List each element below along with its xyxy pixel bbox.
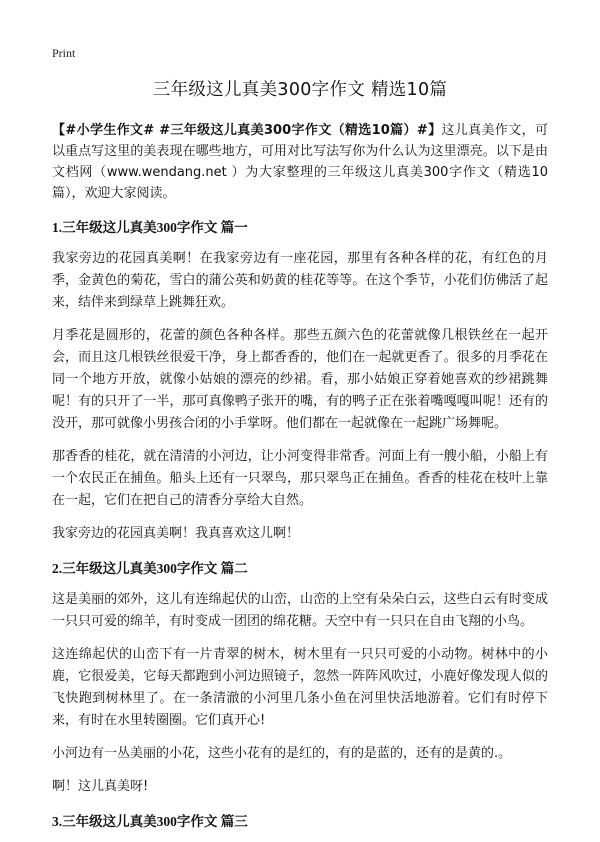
paragraph: 我家旁边的花园真美啊！我真喜欢这儿啊！ <box>52 526 300 541</box>
article-body <box>52 120 548 842</box>
paragraph: 这连绵起伏的山峦下有一片青翠的树木，树木里有一只只可爱的小动物。树林中的小鹿，它很爱美，它每天都跑到小河边照镜子，忽然一阵阵风吹过，小鹿好像发现人似的飞快跑到树林里了。在一条清澈的小河里几条小鱼在河里快活地游着。它们有时停下来，有时在水里转圈圈。它们真开心! <box>52 647 548 728</box>
intro-text: 这儿真美作文，可以重点写这里的美表现在哪些地方，可用对比写法写你为什么认为这里漂亮。以下是由文档网（www.wendang.net ）为大家整理的三年级这儿真美300字作文（精选10篇），欢迎大家阅读。 <box>52 123 548 201</box>
intro-paragraph <box>52 120 548 204</box>
paragraph: 啊！这儿真美呀! <box>52 779 149 794</box>
paragraph: 这是美丽的郊外，这儿有连绵起伏的山峦，山峦的上空有朵朵白云，这些白云有时变成一只只可爱的绵羊，有时变成一团团的绵花糖。天空中有一只只在自由飞翔的小鸟。 <box>52 592 548 629</box>
print-label[interactable]: Print <box>52 46 76 60</box>
paragraph: 那香香的桂花，就在清清的小河边，让小河变得非常香。河面上有一艘小船，小船上有一个农民正在捕鱼。船头上还有一只翠鸟，那只翠鸟正在捕鱼。香香的桂花在枝叶上靠在一起，它们在把自己的清香分享给大自然。 <box>52 449 548 508</box>
page-title: 三年级这儿真美300字作文 精选10篇 <box>152 80 448 100</box>
paragraph: 小河边有一丛美丽的小花，这些小花有的是红的，有的是蓝的，还有的是黄的.。 <box>52 746 512 761</box>
section-heading-2: 2.三年级这儿真美300字作文 篇二 <box>52 561 248 576</box>
paragraph: 我家旁边的花园真美啊！在我家旁边有一座花园，那里有各种各样的花，有红色的月季，金黄色的菊花，雪白的蒲公英和奶黄的桂花等等。在这个季节，小花们仿佛活了起来，结伴来到绿草上跳舞狂欢。 <box>52 251 548 310</box>
paragraph: 月季花是圆形的，花蕾的颜色各种各样。那些五颜六色的花蕾就像几根铁丝在一起开会，而且这几根铁丝很爱干净，身上都香香的，他们在一起就更香了。很多的月季花在同一个地方开放，就像小姑娘的漂亮的纱裙。看，那小姑娘正穿着她喜欢的纱裙跳舞呢！有的只开了一半，那可真像鸭子张开的嘴，有的鸭子正在张着嘴嘎嘎叫呢！还有的没开，那可就像小男孩合闭的小手掌呀。他们都在一起就像在一起跳广场舞呢。 <box>52 328 548 431</box>
section-heading-1: 1.三年级这儿真美300字作文 篇一 <box>52 220 248 235</box>
section-heading-3: 3.三年级这儿真美300字作文 篇三 <box>52 814 248 829</box>
intro-tags: 【#小学生作文# #三年级这儿真美300字作文（精选10篇）#】 <box>52 123 442 138</box>
